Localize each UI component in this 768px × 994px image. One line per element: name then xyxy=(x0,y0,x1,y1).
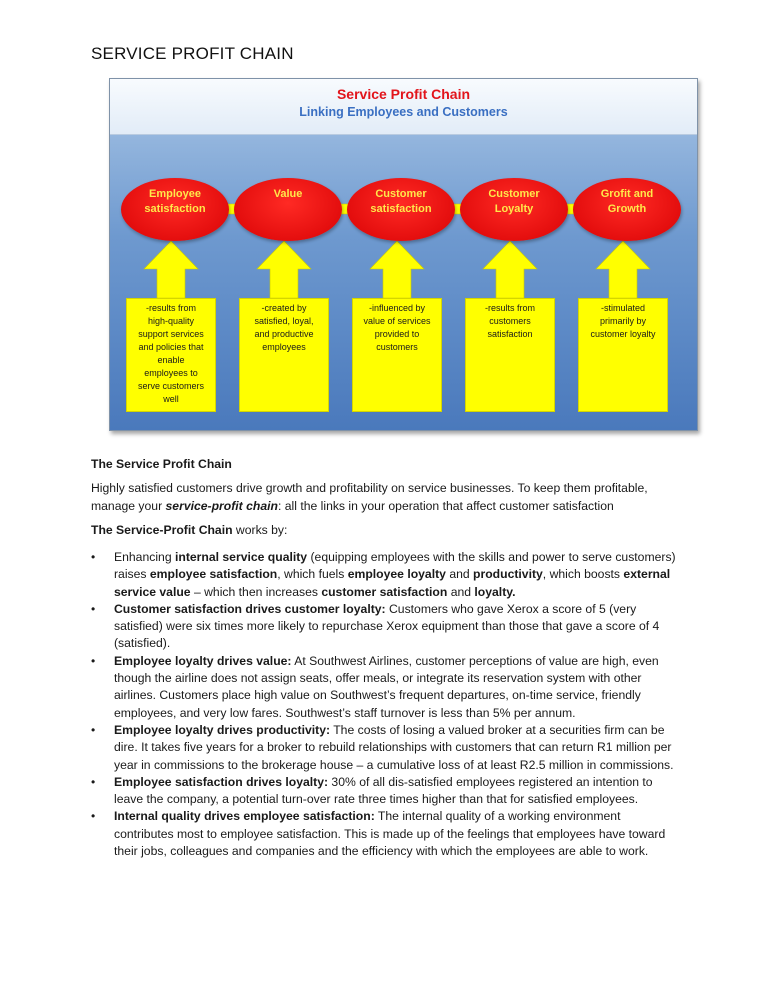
item-text: , which boosts xyxy=(542,567,624,582)
stage-note xyxy=(126,298,216,412)
up-arrow-icon xyxy=(596,241,650,298)
item-text: , which fuels xyxy=(277,567,348,582)
stage-oval-growth xyxy=(573,178,681,241)
stage-oval-value xyxy=(234,178,342,241)
note-line: enable xyxy=(157,355,185,365)
item-bold: customer satisfaction xyxy=(321,584,448,599)
stage-oval-customer-loyalty xyxy=(460,178,568,241)
note-line: satisfaction xyxy=(487,329,533,339)
note-line: -results from xyxy=(484,303,535,313)
item-text: Customers who gave Xerox a score of 5 (very satisfied) were six times more likely to repurchase Xerox equipment than those that gave a score of 4 (satisfied). xyxy=(114,601,660,651)
oval-line: Employee xyxy=(149,188,201,200)
oval-line: Growth xyxy=(607,203,647,215)
stage-oval-employee-satisfaction xyxy=(121,178,229,241)
diagram-title: Service Profit Chain xyxy=(336,86,471,102)
up-arrow-icon xyxy=(483,241,537,298)
works-by-bold: The Service-Profit Chain xyxy=(91,523,233,537)
oval-line: satisfaction xyxy=(144,203,206,215)
note-line: high-quality xyxy=(147,316,195,326)
oval-line: Customer xyxy=(488,188,540,200)
item-text: and xyxy=(445,567,474,582)
item-bold: Employee loyalty drives productivity: xyxy=(114,722,331,737)
oval-line: Loyalty xyxy=(494,203,534,215)
stage-note xyxy=(352,298,442,412)
stage-note xyxy=(239,298,329,412)
works-by-text: works by: xyxy=(232,523,288,537)
up-arrow-icon xyxy=(257,241,311,298)
note-line: satisfied, loyal, xyxy=(254,316,314,326)
note-line: provided to xyxy=(374,329,420,339)
item-text: and xyxy=(447,584,475,599)
stage-note xyxy=(578,298,668,412)
intro-line xyxy=(91,498,677,516)
list-item xyxy=(91,601,677,653)
note-line: and policies that xyxy=(138,342,204,352)
stage-note xyxy=(465,298,555,412)
up-arrow-icon xyxy=(370,241,424,298)
item-bold: Customer satisfaction drives customer loyalty: xyxy=(114,601,386,616)
list-item xyxy=(91,549,677,601)
item-bold: employee loyalty xyxy=(347,567,446,582)
note-line: primarily by xyxy=(599,316,646,326)
stage-oval-customer-satisfaction xyxy=(347,178,455,241)
page-title: SERVICE PROFIT CHAIN xyxy=(91,44,294,63)
note-line: -influenced by xyxy=(368,303,426,313)
service-profit-chain-diagram xyxy=(109,78,698,431)
note-line: -results from xyxy=(145,303,196,313)
intro-text: manage your xyxy=(91,498,166,513)
note-line: support services xyxy=(138,329,204,339)
diagram-subtitle: Linking Employees and Customers xyxy=(299,105,508,119)
list-item xyxy=(91,808,677,860)
section-heading: The Service Profit Chain xyxy=(91,457,232,471)
note-line: serve customers xyxy=(137,381,205,391)
intro-line: Highly satisfied customers drive growth and profitability on service businesses. To keep them profitable, xyxy=(91,481,648,495)
note-line: employees xyxy=(262,342,306,352)
item-text: At Southwest Airlines, customer perceptions of value are high, even though the airline does not assign seats, offer meals, or integrate its reservation system with other airlines. Customers place high value on Southwest’s frequent departures, on-time service, friendly employees, and very low fares. Southwest’s staff turnover is less than 5% per annum. xyxy=(114,653,659,720)
note-line: customer loyalty xyxy=(590,329,656,339)
note-line: value of services xyxy=(363,316,431,326)
item-text: Enhancing xyxy=(114,550,175,564)
item-bold: Employee satisfaction drives loyalty: xyxy=(114,774,329,789)
item-text: – which then increases xyxy=(190,584,322,599)
works-by-line xyxy=(91,522,677,540)
note-line: well xyxy=(163,394,179,404)
note-line: customers xyxy=(376,342,418,352)
bullet-list xyxy=(91,549,677,860)
intro-text: : all the links in your operation that affect customer satisfaction xyxy=(277,498,614,513)
oval-line: Customer xyxy=(375,188,427,200)
oval-line: Value xyxy=(273,188,303,200)
list-item xyxy=(91,653,677,722)
list-item xyxy=(91,774,677,809)
item-text: 30% of all dis-satisfied employees registered an intention to leave the company, a potential turn-over rate three times higher than that for satisfied employees. xyxy=(114,774,653,807)
intro-paragraph xyxy=(91,480,677,515)
item-bold: Internal quality drives employee satisfaction: xyxy=(114,809,375,824)
note-line: employees to xyxy=(144,368,198,378)
item-bold: employee satisfaction xyxy=(149,567,278,582)
note-line: -stimulated xyxy=(600,303,645,313)
item-bold: internal service quality xyxy=(175,550,308,564)
item-bold: Employee loyalty drives value: xyxy=(114,653,292,668)
up-arrow-icon xyxy=(144,241,198,298)
note-line: and productive xyxy=(254,329,314,339)
list-item xyxy=(91,722,677,774)
item-text: The costs of losing a valued broker at a securities firm can be dire. It takes five years for a broker to rebuild relationships with customers that can return R1 million per year in commissions to the brokerage house – a cumulative loss of at least R2.5 million in commissions. xyxy=(114,722,674,772)
note-line: -created by xyxy=(261,303,307,313)
item-bold: external service value xyxy=(114,567,671,599)
intro-emphasis: service-profit chain xyxy=(165,498,278,513)
item-text: (equipping employees with the skills and power to serve customers) raises xyxy=(114,550,676,582)
item-text: The internal quality of a working environment contributes most to employee satisfaction. This is made up of the feelings that employees have toward their jobs, colleagues and companies and the efficiency with which the employees are able to work. xyxy=(114,809,666,859)
item-bold: productivity xyxy=(473,567,543,582)
oval-line: satisfaction xyxy=(370,203,432,215)
item-bold: loyalty. xyxy=(474,584,516,599)
note-line: customers xyxy=(489,316,531,326)
oval-line: Grofit and xyxy=(600,188,654,200)
